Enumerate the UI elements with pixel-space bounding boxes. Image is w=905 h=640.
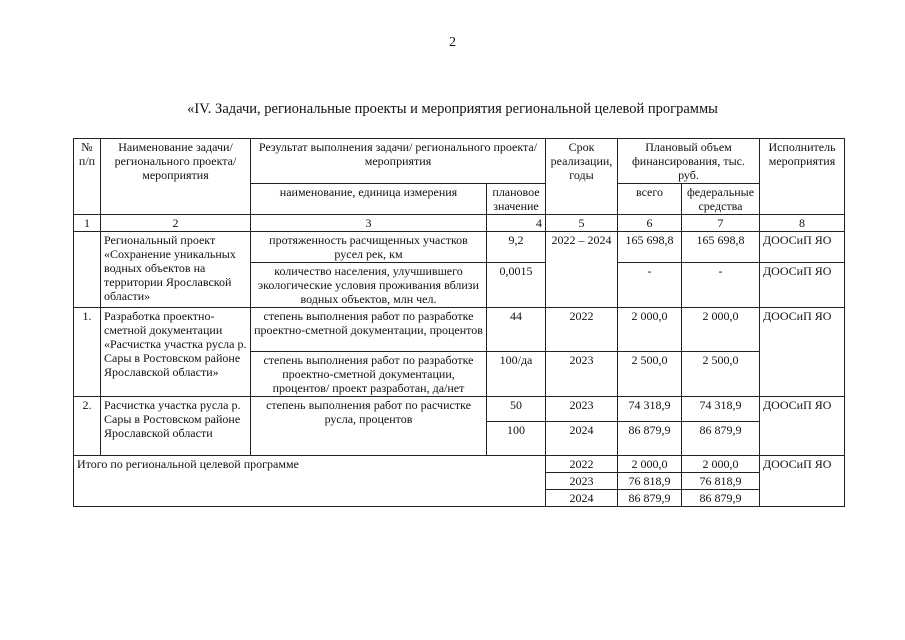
result-term: 2023 (546, 397, 618, 422)
finance-federal: 74 318,9 (682, 397, 760, 422)
totals-federal: 76 818,9 (682, 473, 760, 490)
finance-total: 2 500,0 (618, 352, 682, 397)
col-number: 8 (760, 215, 845, 232)
result-name: степень выполнения работ по разработке проектно-сметной документации, процентов (251, 308, 487, 352)
totals-total: 2 000,0 (618, 456, 682, 473)
row-num (74, 232, 101, 308)
result-value: 0,0015 (487, 263, 546, 308)
executor: ДООСиП ЯО (760, 263, 845, 308)
executor: ДООСиП ЯО (760, 397, 845, 456)
totals-year: 2024 (546, 490, 618, 507)
header-result-name: наименование, единица измерения (251, 184, 487, 215)
totals-federal: 2 000,0 (682, 456, 760, 473)
column-numbers-row (74, 215, 845, 232)
col-number: 2 (101, 215, 251, 232)
result-value: 100/да (487, 352, 546, 397)
table-row (74, 232, 845, 263)
table-row (74, 397, 845, 422)
header-finance-federal: федеральные средства (682, 184, 760, 215)
col-number: 6 (618, 215, 682, 232)
row-num: 2. (74, 397, 101, 456)
page-number: 2 (449, 35, 456, 50)
result-name: степень выполнения работ по разработке проектно-сметной документации, процентов/ проект разработан, да/нет (251, 352, 487, 397)
totals-label: Итого по региональной целевой программе (74, 456, 546, 507)
table-row (74, 308, 845, 352)
finance-federal: 86 879,9 (682, 422, 760, 456)
result-term: 2023 (546, 352, 618, 397)
tasks-table (73, 138, 845, 507)
finance-federal: - (682, 263, 760, 308)
result-name: протяженность расчищенных участков русел рек, км (251, 232, 487, 263)
totals-row (74, 456, 845, 473)
header-finance-total: всего (618, 184, 682, 215)
header-executor: Исполнитель мероприятия (760, 139, 845, 215)
row-name: Разработка проектно-сметной документации «Расчистка участка русла р. Сары в Ростовском районе Ярославской области» (101, 308, 251, 397)
col-number: 1 (74, 215, 101, 232)
result-term: 2022 – 2024 (546, 232, 618, 308)
finance-total: - (618, 263, 682, 308)
executor: ДООСиП ЯО (760, 232, 845, 263)
totals-federal: 86 879,9 (682, 490, 760, 507)
header-result-value: плановое значение (487, 184, 546, 215)
finance-total: 2 000,0 (618, 308, 682, 352)
col-number: 4 (487, 215, 546, 232)
result-name: количество населения, улучшившего экологические условия проживания вблизи водных объектов, млн чел. (251, 263, 487, 308)
finance-total: 86 879,9 (618, 422, 682, 456)
totals-year: 2022 (546, 456, 618, 473)
row-name: Расчистка участка русла р. Сары в Ростовском районе Ярославской области (101, 397, 251, 456)
totals-executor: ДООСиП ЯО (760, 456, 845, 507)
col-number: 3 (251, 215, 487, 232)
section-title: «IV. Задачи, региональные проекты и мероприятия региональной целевой программы (187, 101, 718, 117)
finance-federal: 2 500,0 (682, 352, 760, 397)
header-term: Срок реализации, годы (546, 139, 618, 215)
header-num: № п/п (74, 139, 101, 215)
finance-total: 165 698,8 (618, 232, 682, 263)
result-value: 44 (487, 308, 546, 352)
header-finance: Плановый объем финансирования, тыс. руб. (618, 139, 760, 184)
totals-total: 86 879,9 (618, 490, 682, 507)
result-name: степень выполнения работ по расчистке русла, процентов (251, 397, 487, 456)
result-value: 100 (487, 422, 546, 456)
header-result: Результат выполнения задачи/ регионального проекта/ мероприятия (251, 139, 546, 184)
totals-total: 76 818,9 (618, 473, 682, 490)
col-number: 5 (546, 215, 618, 232)
totals-year: 2023 (546, 473, 618, 490)
row-name: Региональный проект «Сохранение уникальных водных объектов на территории Ярославской области» (101, 232, 251, 308)
result-term: 2024 (546, 422, 618, 456)
header-name: Наименование задачи/ регионального проекта/ мероприятия (101, 139, 251, 215)
executor: ДООСиП ЯО (760, 308, 845, 397)
result-value: 9,2 (487, 232, 546, 263)
finance-federal: 165 698,8 (682, 232, 760, 263)
col-number: 7 (682, 215, 760, 232)
finance-total: 74 318,9 (618, 397, 682, 422)
finance-federal: 2 000,0 (682, 308, 760, 352)
row-num: 1. (74, 308, 101, 397)
result-term: 2022 (546, 308, 618, 352)
result-value: 50 (487, 397, 546, 422)
header-row (74, 139, 845, 184)
